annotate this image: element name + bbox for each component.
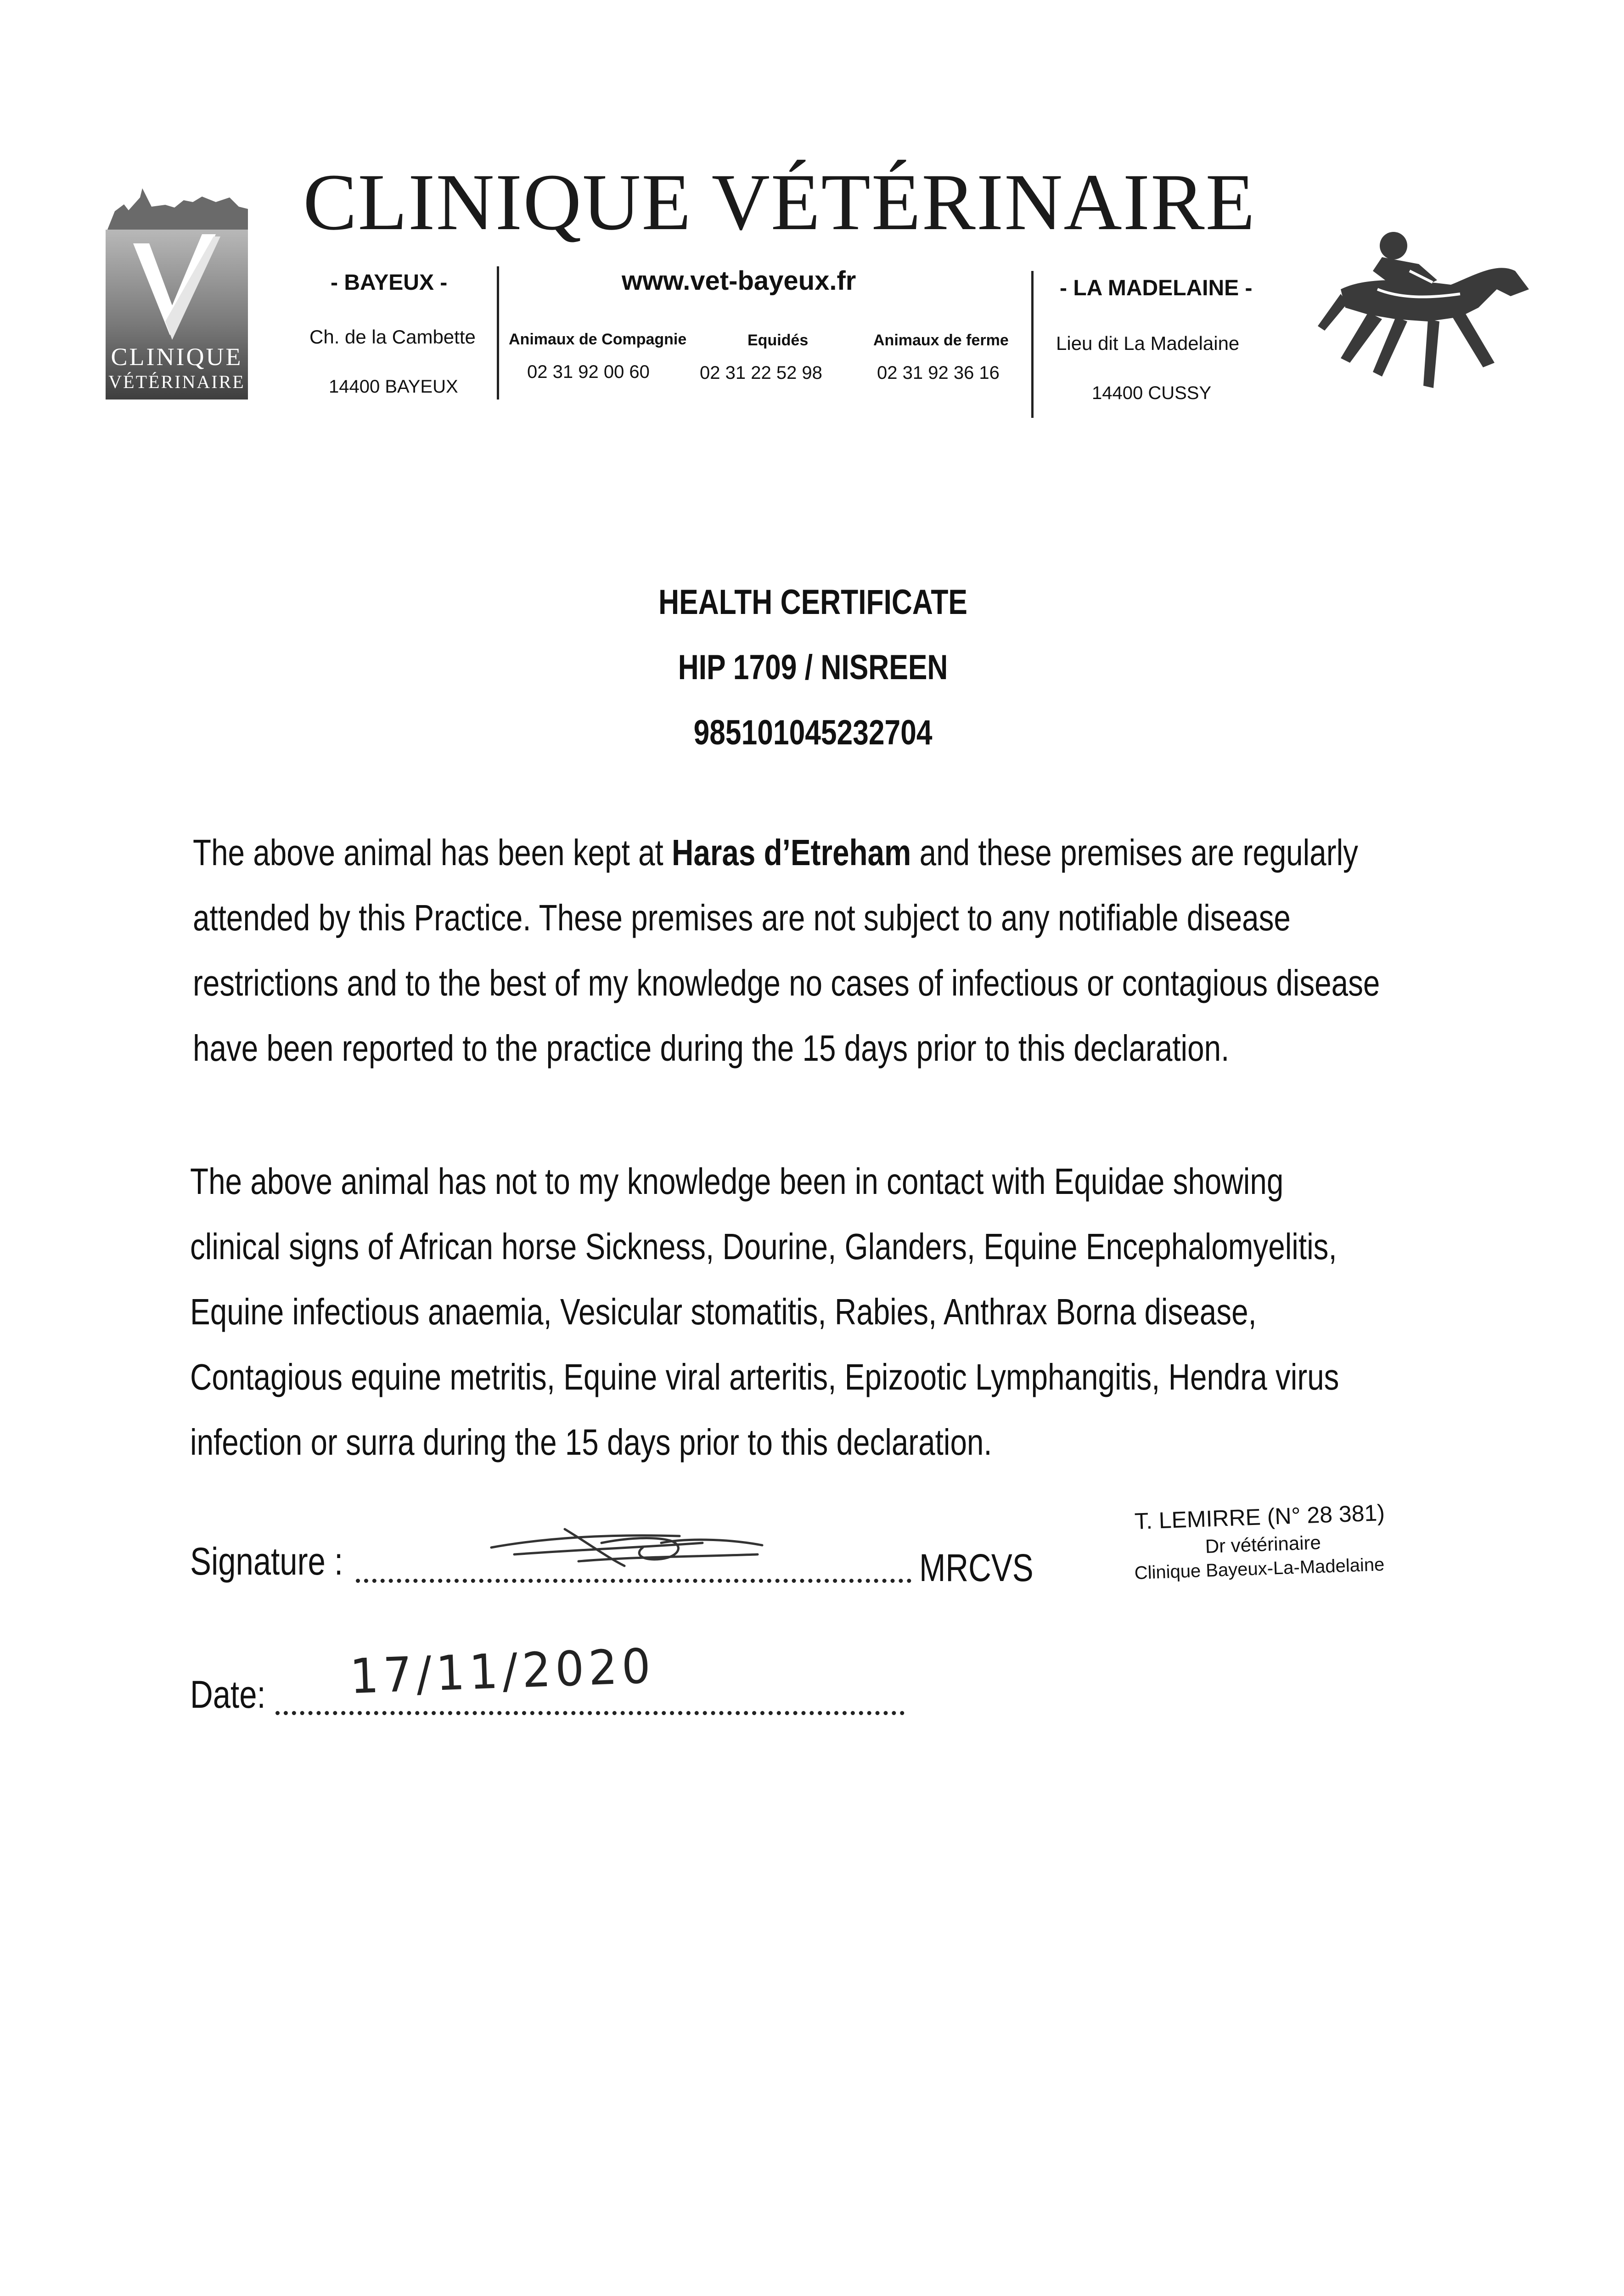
handwritten-date: 17/11/2020: [349, 1638, 656, 1705]
right-site-city: 14400 CUSSY: [1092, 383, 1212, 403]
logo-text-line1: CLINIQUE: [111, 343, 243, 371]
paragraph-line: attended by this Practice. These premises are not subject to any notifiable disease: [193, 897, 1291, 938]
phone-label-farm: Animaux de ferme: [873, 332, 1009, 349]
phone-number-farm: 02 31 92 36 16: [877, 363, 1000, 383]
header-divider-left: [497, 266, 499, 400]
left-site-street: Ch. de la Cambette: [309, 326, 476, 348]
logo-text-line2: VÉTÉRINAIRE: [108, 371, 245, 392]
clinic-title: CLINIQUE VÉTÉRINAIRE: [303, 158, 1256, 247]
paragraph-line: Contagious equine metritis, Equine viral arteritis, Epizootic Lymphangitis, Hendra virus: [190, 1356, 1339, 1397]
paragraph-line: infection or surra during the 15 days prior to this declaration.: [190, 1422, 992, 1463]
date-label: Date:: [190, 1673, 266, 1716]
date-dotted-line: [275, 1707, 905, 1715]
left-site-city: 14400 BAYEUX: [329, 377, 458, 397]
right-site-street: Lieu dit La Madelaine: [1056, 332, 1240, 354]
premises-name: Haras d’Etreham: [672, 832, 911, 873]
website-link[interactable]: www.vet-bayeux.fr: [622, 266, 856, 296]
paragraph-text: The above animal has been kept at: [193, 832, 672, 873]
handwritten-signature: [487, 1511, 771, 1575]
certificate-title: HEALTH CERTIFICATE: [658, 583, 967, 622]
paragraph-line: The above animal has not to my knowledge been in contact with Equidae showing: [190, 1161, 1284, 1202]
phone-label-equids: Equidés: [747, 332, 809, 349]
racehorse-illustration: [1313, 220, 1534, 413]
paragraph-diseases: [190, 1149, 1395, 1475]
signature-suffix: MRCVS: [919, 1546, 1034, 1589]
paragraph-premises: [193, 820, 1398, 1081]
animal-id-number: 985101045232704: [693, 713, 933, 752]
phone-label-companion: Animaux de Compagnie: [509, 331, 687, 348]
paragraph-line: [193, 820, 1398, 885]
animal-name: HIP 1709 / NISREEN: [678, 648, 948, 687]
stamp-title: Dr vétérinaire: [1205, 1531, 1321, 1557]
signature-dotted-line: [356, 1575, 911, 1583]
stamp-name: T. LEMIRRE (N° 28 381): [1134, 1499, 1385, 1534]
paragraph-line: clinical signs of African horse Sickness, Dourine, Glanders, Equine Encephalomyelitis,: [190, 1226, 1337, 1267]
phone-number-companion: 02 31 92 00 60: [527, 362, 650, 382]
right-site-name: - LA MADELAINE -: [1060, 276, 1253, 300]
paragraph-line: have been reported to the practice during the 15 days prior to this declaration.: [193, 1028, 1230, 1069]
phone-number-equids: 02 31 22 52 98: [700, 363, 822, 383]
header-divider-right: [1031, 271, 1034, 418]
left-site-name: - BAYEUX -: [331, 270, 448, 295]
paragraph-line: Equine infectious anaemia, Vesicular stomatitis, Rabies, Anthrax Borna disease,: [190, 1291, 1257, 1332]
paragraph-text: and these premises are regularly: [911, 832, 1358, 873]
stamp-clinic: Clinique Bayeux-La-Madelaine: [1134, 1554, 1385, 1583]
signature-label: Signature :: [190, 1540, 343, 1583]
paragraph-line: restrictions and to the best of my knowledge no cases of infectious or contagious disease: [193, 962, 1380, 1003]
clinic-logo: [96, 184, 269, 404]
